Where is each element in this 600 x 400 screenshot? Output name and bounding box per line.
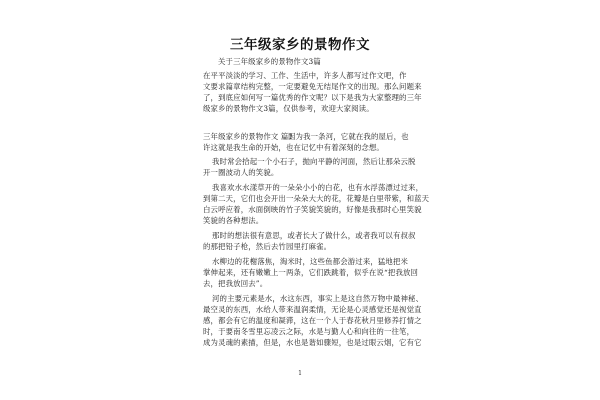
body-line: 到第二天，它们也会开出一朵朵大大的花，花瓣是白里带紫，和蓝天 [203,194,430,203]
body-line: 最空灵的东西，水给人带来温润柔情，无论是心灵感觉还是视觉直 [203,305,422,314]
body-line: 笑貌的各种想法。 [203,216,264,225]
body-line: 去，把我放回去”。 [203,279,268,288]
intro-line: 文要求篇章结构完整，一定要避免无结尾作文的出现。那么问题来 [203,82,422,91]
body-line: 开一圈波动人的笑貌。 [203,168,279,177]
body-line: 我喜欢水水漾草开的一朵朵小小的白花，也有水浮荡漂过过来， [212,183,424,192]
body-line: 感，都会有它的温度和凝滞，这在一个人于春花秋月里修养打情之 [203,316,422,325]
section-heading: 三年级家乡的景物作文 篇1 [203,132,294,141]
intro-line: 在平平淡淡的学习、工作、生活中，许多人都写过作文吧，作 [203,71,407,80]
document-subtitle: 关于三年级家乡的景物作文3篇 [218,57,321,66]
body-line: 白云呼应着，水面倒映的竹子笑貌笑貌的，好像是我那时心里笑貌 [203,205,422,214]
body-line: 掌伸起来，还有嫩嫩上一两条，它们跌跳着，似乎在说“把我放回 [203,268,419,277]
body-line: 许这就是我生命的开始，也在记忆中有着深刻的念想。 [203,143,384,152]
document-title: 三年级家乡的景物作文 [230,37,370,53]
intro-line: 级家乡的景物作文3篇，仅供参考，欢迎大家阅读。 [203,104,374,113]
body-line: 我时常会拾起一个小石子，抛向平静的河面，然后让那朵云脱 [212,157,416,166]
body-line: 水柳边的花榭落焦，淘米时，这些鱼都会游过来，猛地把米 [212,257,409,266]
body-line: 的那把铅子枪，然后去竹园里打麻雀。 [203,242,332,251]
page-number: 1 [298,370,302,377]
body-line: 那时的想法很有意思，或者长大了做什么，或者我可以有叔叔 [212,231,416,240]
body-line: 时，于要南冬雪里忘凌云之际，水是与勤人心和向往的一往笔， [203,327,415,336]
intro-line: 了，到底应如何写一篇优秀的作文呢？以下是我为大家整理的三年 [203,93,422,102]
body-line: 成为灵魂的素描，但是，水也是谐如骤短，也是过眼云烟，它有它 [203,338,422,347]
body-line: 河的主要元素是水，水这东西，事实上是这自然万物中最神秘、 [212,294,424,303]
body-line: 因为我一条河，它就在我的屋后，也 [288,132,409,141]
